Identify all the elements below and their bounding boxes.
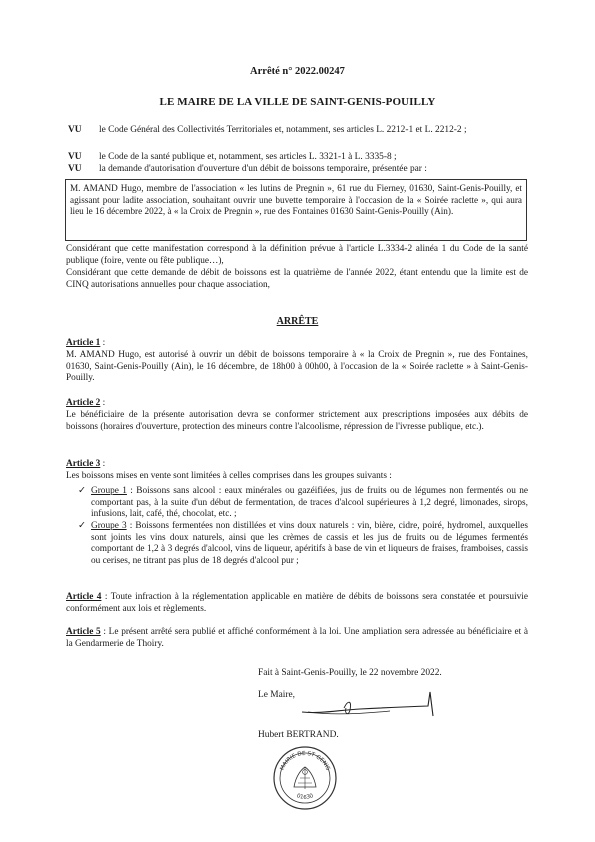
arrete-heading: ARRÊTE — [276, 316, 319, 327]
vu-text: la demande d'autorisation d'ouverture d'un débit de boissons temporaire, présentée par : — [99, 164, 427, 174]
group-1-label: Groupe 1 — [91, 486, 127, 496]
article-1-heading: Article 1 : — [66, 338, 106, 348]
article-2-heading: Article 2 : — [66, 398, 106, 408]
list-item-group-3 — [78, 521, 528, 568]
signatory-name: Hubert BERTRAND. — [258, 730, 339, 740]
svg-text:01630 — [296, 793, 315, 801]
article-5-title: Article 5 — [66, 627, 101, 637]
signature-role: Le Maire, — [258, 690, 295, 700]
vu-key: VU — [68, 164, 82, 174]
decree-number: Arrêté n° 2022.00247 — [250, 66, 345, 77]
vu-clause — [68, 125, 528, 137]
article-3-heading: Article 3 : — [66, 459, 106, 469]
group-1-text: : Boissons sans alcool : eaux minérales ou gazéifiées, jus de fruits ou de légumes non fermentés ou ne comportant pas, à la suite d'un début de fermentation, de traces d'alcool supérieures à 1,2 degré, limonades, sirops, infusions, lait, café, thé, chocolat, etc. ; — [91, 486, 529, 520]
vu-text: le Code Général des Collectivités Territoriales et, notamment, ses articles L. 2212-1 et L. 2212-2 ; — [99, 125, 467, 135]
article-2-text: Le bénéficiaire de la présente autorisation devra se conformer strictement aux prescriptions imposées aux débits de boissons (horaires d'ouverture, protection des mineurs contre l'alcoolisme, répression de l'ivresse publique, etc.). — [66, 410, 528, 432]
article-2-title: Article 2 — [66, 398, 101, 408]
article-4 — [66, 592, 528, 615]
article-1-text: M. AMAND Hugo, est autorisé à ouvrir un débit de boissons temporaire à « la Croix de Pregnin », rue des Fontaines, 01630, Saint-Genis-Pouilly (Ain), le 16 décembre, de 18h00 à 00h00, à l'occasion de la « Soirée raclette » à Saint-Genis-Pouilly. — [66, 350, 528, 384]
signature-date: Fait à Saint-Genis-Pouilly, le 22 novembre 2022. — [258, 668, 442, 678]
vu-clause — [68, 164, 528, 176]
mayor-heading: LE MAIRE DE LA VILLE DE SAINT-GENIS-POUILLY — [159, 96, 436, 108]
article-3-text: Les boissons mises en vente sont limitées à celles comprises dans les groupes suivants : — [66, 471, 392, 481]
seal-top-text: MAIRIE DE ST GENIS — [279, 750, 331, 772]
considerant: Considérant que cette demande de débit de boissons est la quatrième de l'année 2022, étant entendu que la limite est de CINQ autorisations annuelles pour chaque association, — [66, 268, 528, 290]
vu-key: VU — [68, 152, 82, 162]
vu-text: le Code de la santé publique et, notamment, ses articles L. 3321-1 à L. 3335-8 ; — [99, 152, 397, 162]
group-3-label: Groupe 3 — [91, 521, 127, 531]
article-4-text: : Toute infraction à la réglementation applicable en matière de débits de boissons sera constatée et poursuivie conformément aux lois et règlements. — [66, 592, 529, 614]
group-3-text: : Boissons fermentées non distillées et vins doux naturels : vin, bière, cidre, poiré, hydromel, auxquelles sont joints les vins doux naturels, ainsi que les crèmes de cassis et les jus de fruits ou de légumes fermentés comportant de 1,2 à 3 degrés d'alcool, vins de liqueur, apéritifs à base de vin et liqueurs de fraises, framboises, cassis ou cerises, ne titrant pas plus de 18 degrés d'alcool pur ; — [91, 521, 528, 567]
article-5-text: : Le présent arrêté sera publié et affiché conformément à la loi. Une ampliation sera adressée au bénéficiaire et à la Gendarmerie de Thoiry. — [66, 627, 528, 649]
article-3-title: Article 3 — [66, 459, 101, 469]
seal-bottom-text: 01630 — [295, 793, 315, 801]
article-4-title: Article 4 — [66, 592, 102, 602]
considerant: Considérant que cette manifestation correspond à la définition prévue à l'article L.3334-2 alinéa 1 du Code de la santé publique (foire, vente ou fête publique…), — [66, 244, 528, 266]
checkmark-icon: ✓ — [78, 486, 86, 496]
article-1-title: Article 1 — [66, 338, 101, 348]
checkmark-icon: ✓ — [78, 521, 86, 531]
town-hall-seal — [272, 745, 338, 811]
handwritten-signature — [300, 690, 440, 720]
article-5 — [66, 627, 528, 650]
vu-key: VU — [68, 125, 82, 135]
list-item-group-1 — [78, 486, 528, 521]
vu-clause — [68, 152, 528, 164]
applicant-box: M. AMAND Hugo, membre de l'association « les lutins de Pregnin », 61 rue du Fierney, 01630, Saint-Genis-Pouilly, et agissant pour ladite association, souhaitant ouvrir une buvette temporaire à l'occasion de la « Soirée raclette », qui aura lieu le 16 décembre 2022, à « la Croix de Pregnin », rue des Fontaines 01630 Saint-Genis-Pouilly (Ain). — [65, 179, 527, 241]
